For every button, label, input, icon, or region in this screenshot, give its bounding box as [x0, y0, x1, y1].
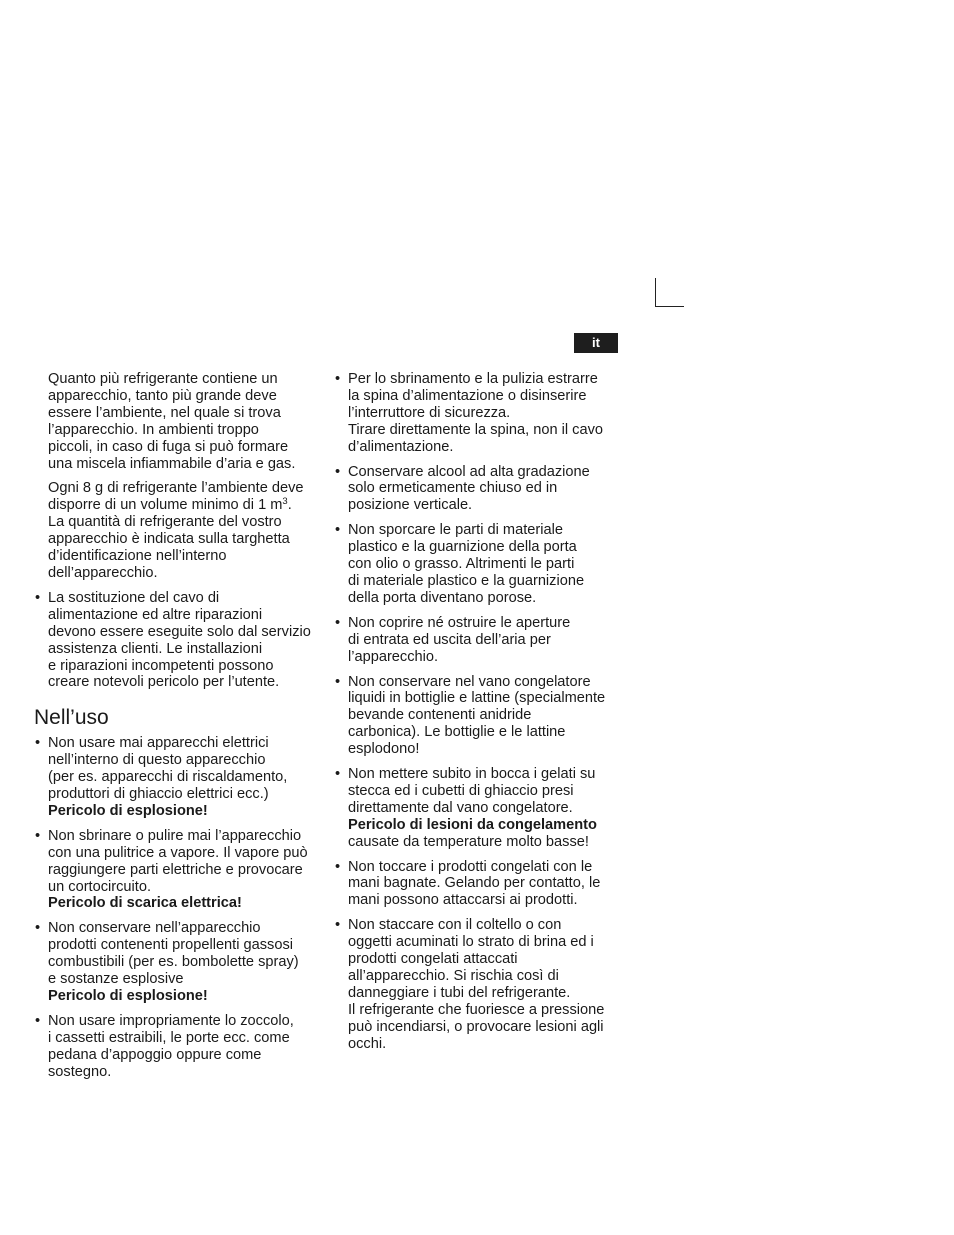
text-line: • Non toccare i prodotti congelati con le [348, 858, 593, 875]
text-line: può incendiarsi, o provocare lesioni agli [348, 1018, 604, 1035]
text-line: Il refrigerante che fuoriesce a pressione [348, 1001, 605, 1018]
right-column [334, 371, 634, 1061]
bullet-item [334, 464, 634, 515]
text-line: bevande contenenti anidride [348, 707, 532, 724]
text-line: e sostanze esplosive [48, 971, 184, 988]
period: . [287, 497, 292, 514]
text-line: prodotti contenenti propellenti gassosi [48, 937, 294, 954]
text-line: l’apparecchio. In ambienti troppo [48, 421, 259, 438]
text-line: Quanto più refrigerante contiene un [48, 371, 278, 387]
text-line: di entrata ed uscita dell’aria per [348, 631, 551, 648]
text-line: direttamente dal vano congelatore. [348, 799, 573, 816]
superscript: 3 [282, 496, 288, 508]
text-line: solo ermeticamente chiuso ed in [348, 480, 558, 497]
refrigerant-paragraph [48, 371, 334, 472]
text-line: della porta diventano porose. [348, 589, 537, 606]
text-line: mani bagnate. Gelando per contatto, le [348, 875, 601, 892]
warning-text: Pericolo di lesioni da congelamento [348, 816, 597, 833]
text-line: liquidi in bottiglie e lattine (specialmente [348, 690, 606, 707]
bullet-item [334, 859, 634, 910]
text-line: con olio o grasso. Altrimenti le parti [348, 556, 575, 573]
text-line: • Conservare alcool ad alta gradazione [348, 463, 590, 480]
text-line: • Non conservare nell’apparecchio [48, 920, 261, 937]
text-line: d’identificazione nell’interno [48, 548, 227, 565]
text-line: danneggiare i tubi del refrigerante. [348, 984, 571, 1001]
text-line: una miscela infiammabile d’aria e gas. [48, 455, 296, 472]
text-line: • Non coprire né ostruire le aperture [348, 614, 571, 631]
volume-text: disporre di un volume minimo di 1 m [48, 497, 283, 514]
text-line: piccoli, in caso di fuga si può formare [48, 438, 289, 455]
left-column [34, 371, 334, 1089]
section-heading: Nell’uso [34, 706, 109, 730]
text-line: combustibili (per es. bombolette spray) [48, 954, 299, 971]
bullet-item [34, 920, 334, 1005]
text-line: • Non usare impropriamente lo zoccolo, [48, 1012, 294, 1029]
text-line: Ogni 8 g di refrigerante l’ambiente deve [48, 480, 304, 497]
text-line: l’apparecchio. [348, 648, 439, 665]
text-line: l’interruttore di sicurezza. [348, 404, 511, 421]
warning-text: Pericolo di esplosione! [48, 988, 208, 1004]
text-line: mani possono attaccarsi ai prodotti. [348, 892, 578, 909]
text-line: assistenza clienti. Le installazioni [48, 640, 263, 657]
text-line: • Non mettere subito in bocca i gelati su [348, 766, 596, 783]
text-line: i cassetti estraibili, le porte ecc. come [48, 1029, 290, 1046]
text-line: • Non conservare nel vano congelatore [348, 673, 591, 690]
crop-mark [655, 278, 684, 307]
bullet-item [34, 1013, 334, 1081]
text-line: devono essere eseguite solo dal servizio [48, 623, 311, 640]
text-line: • Non sbrinare o pulire mai l’apparecchio [48, 827, 302, 844]
text-line: esplodono! [348, 741, 420, 758]
text-line: La quantità di refrigerante del vostro [48, 514, 282, 531]
text-line: all’apparecchio. Si rischia così di [348, 968, 559, 984]
text-line: apparecchio è indicata sulla targhetta [48, 531, 290, 548]
text-line: Tirare direttamente la spina, non il cavo [348, 421, 603, 438]
text-line: • Non sporcare le parti di materiale [348, 522, 563, 539]
text-line: • Non usare mai apparecchi elettrici [48, 735, 269, 752]
volume-paragraph [48, 480, 334, 581]
text-line: causate da temperature molto basse! [348, 833, 589, 850]
text-line: • Per lo sbrinamento e la pulizia estrarre [348, 371, 598, 387]
text-line: alimentazione ed altre riparazioni [48, 606, 263, 623]
text-line: apparecchio, tanto più grande deve [48, 387, 277, 404]
text-line: (per es. apparecchi di riscaldamento, [48, 769, 288, 786]
bullet-item [334, 917, 634, 1052]
text-line: creare notevoli pericolo per l’utente. [48, 674, 280, 691]
warning-text: Pericolo di esplosione! [48, 802, 208, 819]
text-line: plastico e la guarnizione della porta [348, 539, 577, 556]
text-line: produttori di ghiaccio elettrici ecc.) [48, 786, 269, 803]
text-line: carbonica). Le bottiglie e le lattine [348, 724, 566, 741]
text-line: sostegno. [48, 1063, 112, 1080]
text-line: e riparazioni incompetenti possono [48, 657, 274, 674]
text-line: occhi. [348, 1035, 387, 1052]
text-line: nell’interno di questo apparecchio [48, 752, 266, 769]
text-line [48, 497, 334, 514]
bullet-item [34, 828, 334, 913]
language-badge: it [574, 333, 618, 353]
text-line: dell’apparecchio. [48, 564, 158, 581]
text-line: posizione verticale. [348, 497, 473, 514]
bullet-item [334, 674, 634, 759]
text-line: pedana d’appoggio oppure come [48, 1046, 262, 1063]
bullet-item [334, 371, 634, 456]
warning-text: Pericolo di scarica elettrica! [48, 895, 242, 912]
text-line: prodotti congelati attaccati [348, 951, 518, 968]
text-line: un cortocircuito. [48, 878, 152, 895]
text-line: stecca ed i cubetti di ghiaccio presi [348, 782, 574, 799]
bullet-item [34, 590, 334, 691]
text-line: • Non staccare con il coltello o con [348, 917, 562, 934]
bullet-item [334, 522, 634, 607]
text-line: di materiale plastico e la guarnizione [348, 572, 585, 589]
text-line: la spina d’alimentazione o disinserire [348, 387, 587, 404]
bullet-item [334, 615, 634, 666]
text-line: • La sostituzione del cavo di [48, 589, 220, 606]
text-line: essere l’ambiente, nel quale si trova [48, 404, 281, 421]
text-line: oggetti acuminati lo strato di brina ed i [348, 934, 594, 951]
text-line: raggiungere parti elettriche e provocare [48, 861, 303, 878]
bullet-item [34, 735, 334, 820]
text-line: d’alimentazione. [348, 438, 454, 455]
text-line: con una pulitrice a vapore. Il vapore può [48, 844, 308, 861]
bullet-item [334, 766, 634, 851]
